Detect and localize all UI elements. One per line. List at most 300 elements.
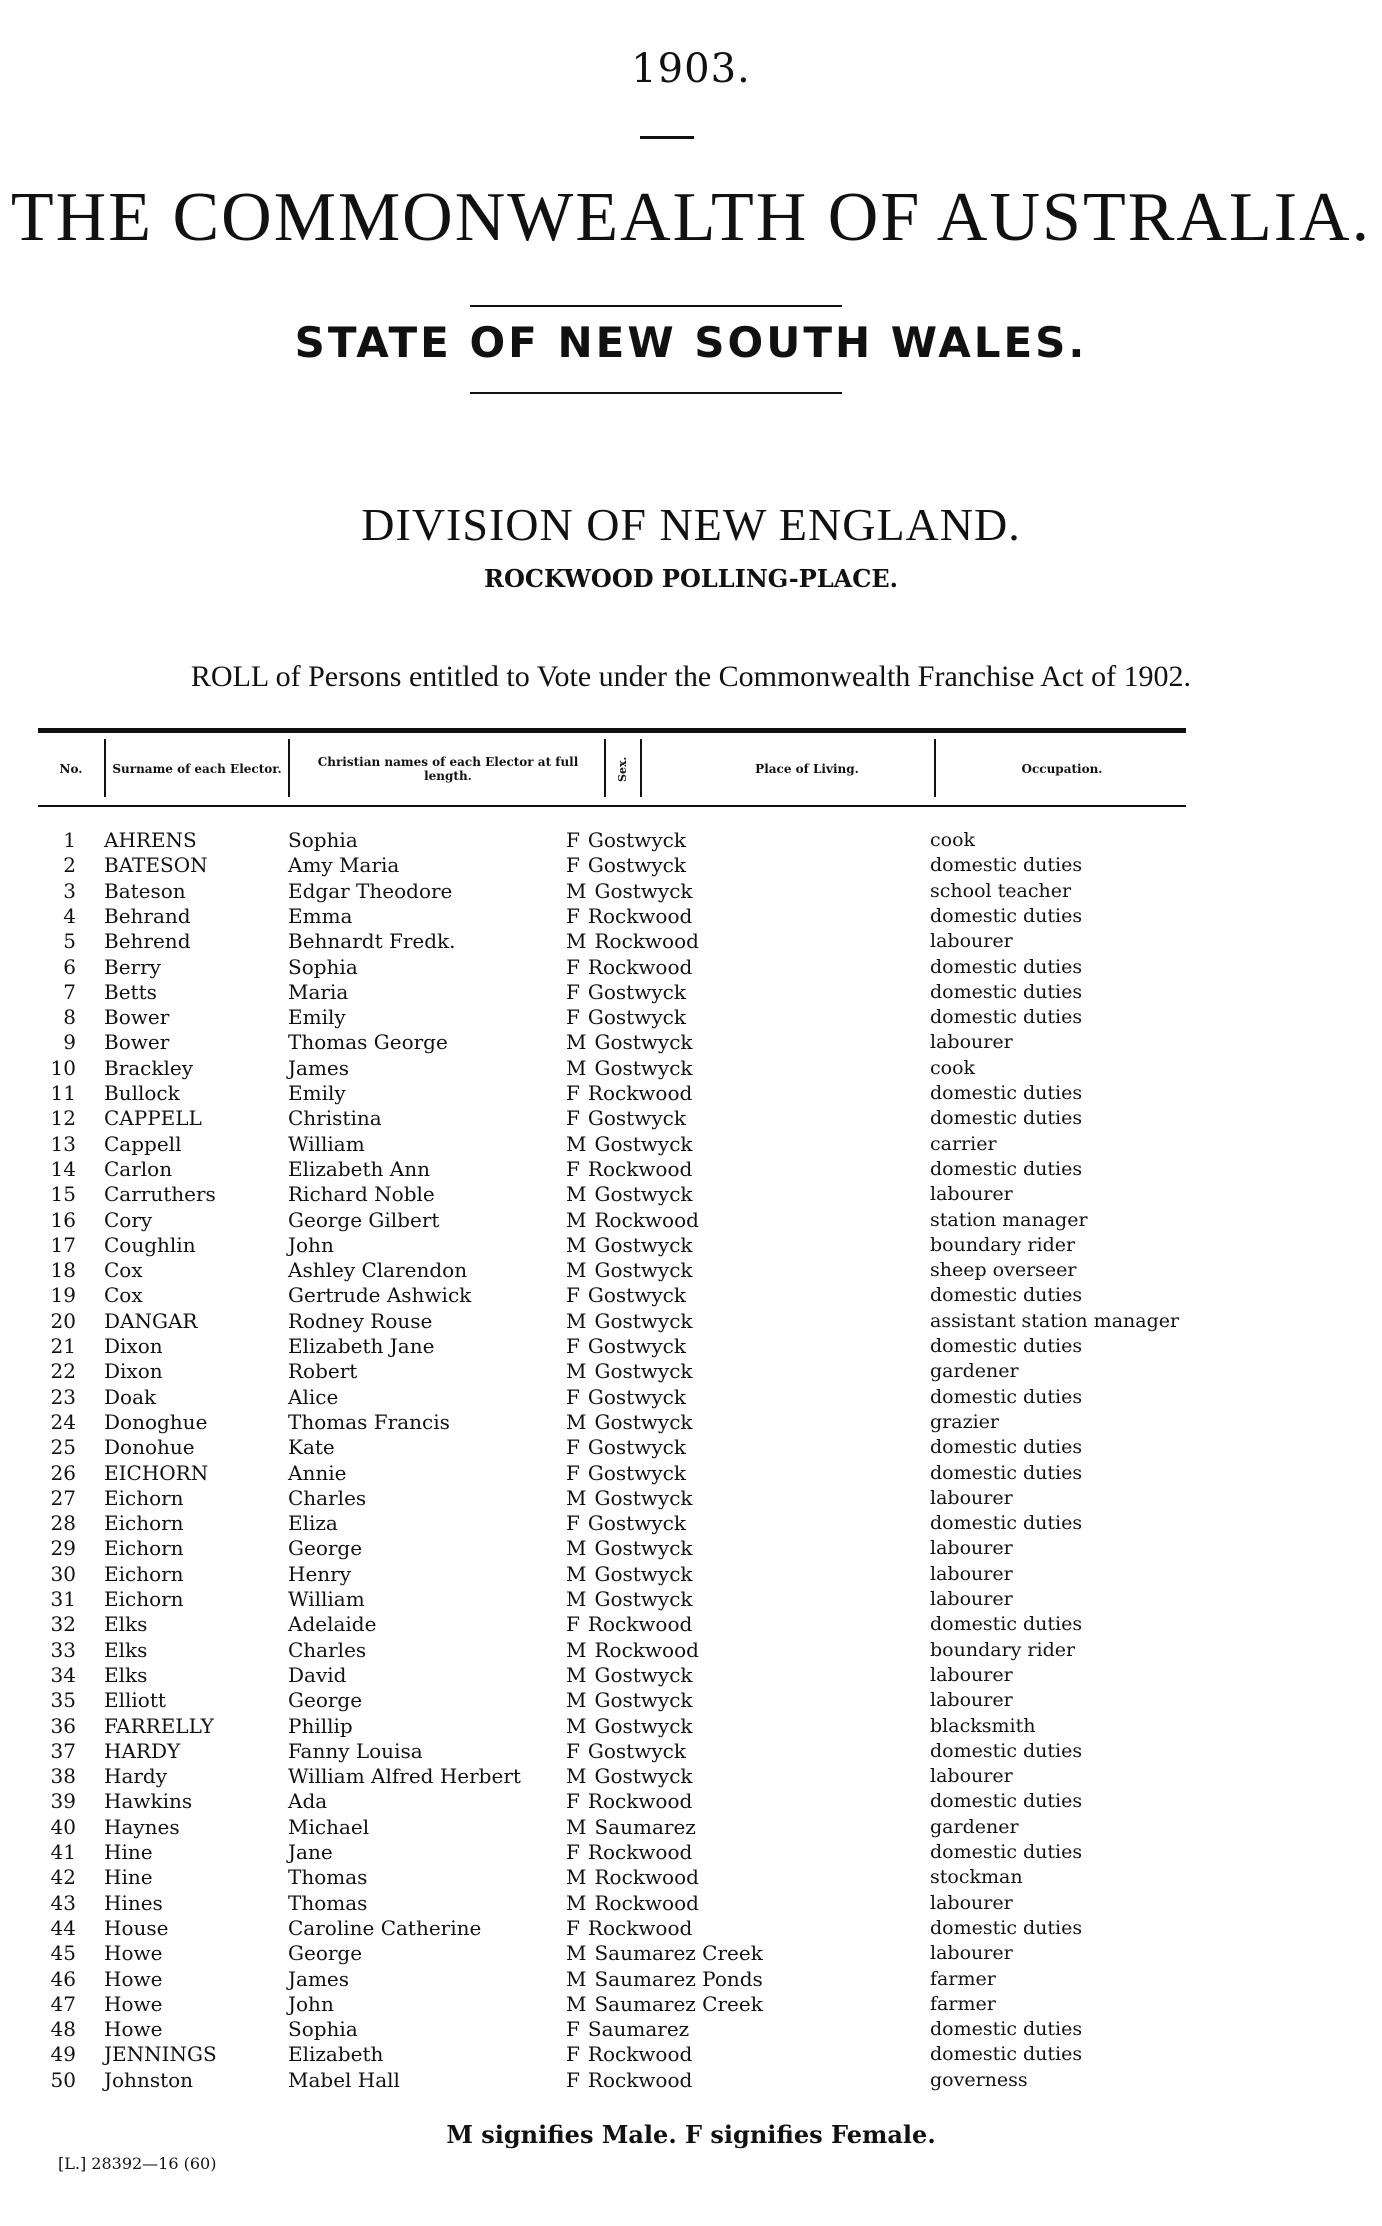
elector-number: 28: [50, 1511, 76, 1536]
elector-sex: F: [566, 2042, 580, 2067]
elector-sex-and-place: [566, 1056, 693, 1081]
table-row: [0, 1056, 1382, 1081]
elector-number: 25: [50, 1435, 76, 1460]
elector-christian-names: George: [288, 1688, 363, 1713]
table-row: [0, 2068, 1382, 2093]
elector-christian-names: Amy Maria: [288, 853, 400, 878]
elector-surname: Dixon: [104, 1334, 163, 1358]
elector-number: 8: [63, 1005, 76, 1030]
table-row: [0, 1030, 1382, 1055]
elector-place: Gostwyck: [594, 1688, 693, 1713]
elector-occupation: station manager: [930, 1208, 1088, 1231]
elector-surname: CAPPELL: [104, 1106, 202, 1131]
elector-sex-and-place: [566, 1967, 763, 1992]
elector-occupation: domestic duties: [930, 1436, 1083, 1459]
elector-sex: M: [566, 1258, 587, 1283]
elector-christian-names: Emily: [288, 1081, 346, 1105]
elector-surname: Behrend: [104, 929, 191, 954]
elector-sex-and-place: [566, 1612, 692, 1637]
elector-place: Gostwyck: [594, 1182, 693, 1207]
elector-sex: F: [566, 1081, 580, 1105]
elector-number: 41: [50, 1840, 76, 1864]
elector-surname: HARDY: [104, 1738, 181, 1763]
elector-number: 33: [50, 1637, 76, 1662]
elector-surname: Howe: [104, 1966, 163, 1991]
table-row: [0, 1511, 1382, 1536]
elector-christian-names: Henry: [288, 1561, 352, 1586]
elector-occupation: labourer: [930, 1537, 1013, 1560]
table-row: [0, 1562, 1382, 1587]
elector-place: Gostwyck: [594, 1485, 693, 1510]
elector-sex: F: [566, 1334, 580, 1358]
elector-christian-names: Edgar Theodore: [288, 878, 453, 903]
table-row: [0, 904, 1382, 929]
elector-christian-names: Jane: [288, 1840, 333, 1864]
elector-occupation: cook: [930, 829, 976, 851]
elector-number: 11: [50, 1081, 76, 1105]
elector-sex-and-place: [566, 1359, 693, 1384]
elector-sex-and-place: [566, 1663, 693, 1688]
elector-occupation: boundary rider: [930, 1638, 1076, 1661]
elector-sex-and-place: [566, 1840, 692, 1865]
elector-number: 12: [50, 1106, 76, 1131]
elector-christian-names: Eliza: [288, 1511, 338, 1536]
elector-number: 50: [50, 2067, 76, 2092]
elector-surname: Elks: [104, 1612, 148, 1637]
column-divider: [934, 739, 936, 797]
elector-surname: Bower: [104, 1030, 170, 1055]
elector-occupation: domestic duties: [930, 1385, 1083, 1408]
elector-christian-names: Thomas: [288, 1890, 368, 1915]
elector-place: Gostwyck: [587, 1283, 686, 1308]
elector-sex-and-place: [566, 1081, 692, 1106]
elector-christian-names: Christina: [288, 1106, 382, 1131]
table-row: [0, 1941, 1382, 1966]
elector-christian-names: Ada: [288, 1789, 328, 1814]
elector-place: Rockwood: [587, 1915, 693, 1940]
elector-sex: M: [566, 1536, 587, 1561]
elector-christian-names: Emma: [288, 903, 353, 928]
elector-place: Rockwood: [587, 1081, 693, 1105]
table-row: [0, 1638, 1382, 1663]
elector-sex-and-place: [566, 1562, 693, 1587]
elector-occupation: domestic duties: [930, 904, 1083, 927]
elector-number: 4: [63, 903, 76, 928]
elector-sex-and-place: [566, 1714, 693, 1739]
elector-sex-and-place: [566, 1410, 693, 1435]
elector-sex: F: [566, 1789, 580, 1814]
elector-place: Gostwyck: [587, 1384, 686, 1409]
elector-sex: F: [566, 828, 580, 852]
elector-occupation: governess: [930, 2068, 1028, 2091]
commonwealth-title: THE COMMONWEALTH OF AUSTRALIA.: [10, 179, 1372, 256]
table-row: [0, 1081, 1382, 1106]
elector-number: 46: [50, 1966, 76, 1991]
elector-place: Gostwyck: [587, 853, 686, 878]
elector-place: Rockwood: [587, 2067, 693, 2092]
table-row: [0, 1967, 1382, 1992]
elector-number: 17: [50, 1232, 76, 1257]
elector-sex-and-place: [566, 1157, 692, 1182]
division-title: DIVISION OF NEW ENGLAND.: [361, 499, 1021, 550]
elector-surname: Donohue: [104, 1435, 195, 1460]
elector-place: Gostwyck: [587, 1435, 686, 1460]
elector-number: 38: [50, 1764, 76, 1789]
elector-sex: M: [566, 1030, 587, 1055]
elector-sex: M: [566, 1587, 587, 1611]
table-row: [0, 1385, 1382, 1410]
elector-sex-and-place: [566, 828, 686, 853]
elector-surname: Berry: [104, 954, 161, 979]
year-heading: 1903.: [631, 46, 751, 92]
table-row: [0, 1587, 1382, 1612]
elector-place: Rockwood: [594, 1890, 699, 1915]
elector-place: Gostwyck: [594, 1030, 693, 1055]
elector-sex: F: [566, 1156, 580, 1181]
elector-sex: F: [566, 1384, 580, 1409]
elector-surname: JENNINGS: [104, 2042, 217, 2067]
elector-christian-names: Thomas Francis: [288, 1409, 450, 1434]
elector-sex: F: [566, 1738, 580, 1763]
elector-sex: F: [566, 1283, 580, 1308]
elector-place: Gostwyck: [594, 1713, 693, 1738]
polling-place-title: ROCKWOOD POLLING-PLACE.: [484, 564, 898, 593]
elector-surname: Doak: [104, 1384, 157, 1409]
elector-place: Saumarez Creek: [594, 1941, 763, 1966]
elector-sex-and-place: [566, 1865, 699, 1890]
elector-number: 27: [50, 1485, 76, 1510]
elector-sex-and-place: [566, 904, 692, 929]
elector-sex: M: [566, 1764, 587, 1789]
elector-sex-and-place: [566, 1739, 686, 1764]
table-row: [0, 853, 1382, 878]
elector-number: 19: [50, 1283, 76, 1308]
elector-surname: Carruthers: [104, 1182, 216, 1207]
table-row: [0, 1865, 1382, 1890]
table-row: [0, 1233, 1382, 1258]
table-row: [0, 1789, 1382, 1814]
elector-surname: Howe: [104, 1991, 163, 2016]
elector-surname: Hardy: [104, 1764, 168, 1789]
elector-sex: M: [566, 1232, 587, 1257]
elector-place: Saumarez Ponds: [594, 1966, 763, 1991]
elector-occupation: carrier: [930, 1132, 997, 1155]
table-row: [0, 1182, 1382, 1207]
elector-christian-names: George: [288, 1941, 363, 1966]
elector-place: Rockwood: [594, 1865, 699, 1890]
elector-occupation: domestic duties: [930, 1082, 1083, 1104]
table-row: [0, 879, 1382, 904]
elector-place: Rockwood: [587, 954, 693, 979]
elector-sex: M: [566, 1688, 587, 1713]
elector-number: 36: [50, 1713, 76, 1738]
elector-occupation: domestic duties: [930, 854, 1083, 877]
column-header-occupation: Occupation.: [1021, 762, 1103, 776]
elector-place: Rockwood: [594, 929, 699, 954]
elector-sex: F: [566, 1435, 580, 1460]
elector-occupation: school teacher: [930, 879, 1072, 902]
elector-number: 30: [50, 1561, 76, 1586]
elector-surname: Hine: [104, 1840, 153, 1864]
elector-place: Gostwyck: [594, 1359, 693, 1384]
elector-sex-and-place: [566, 1511, 686, 1536]
elector-place: Rockwood: [587, 1840, 693, 1864]
elector-surname: Cappell: [104, 1131, 182, 1156]
elector-occupation: domestic duties: [930, 1284, 1083, 1307]
elector-sex: M: [566, 1485, 587, 1510]
elector-surname: Elks: [104, 1662, 148, 1687]
elector-number: 5: [63, 929, 76, 954]
elector-surname: Bateson: [104, 878, 186, 903]
elector-surname: EICHORN: [104, 1460, 209, 1485]
elector-christian-names: Sophia: [288, 2017, 358, 2042]
elector-sex-and-place: [566, 1891, 699, 1916]
elector-occupation: cook: [930, 1056, 976, 1079]
table-row: [0, 1283, 1382, 1308]
elector-sex-and-place: [566, 1334, 686, 1359]
elector-christian-names: Ashley Clarendon: [288, 1258, 468, 1283]
table-row: [0, 1891, 1382, 1916]
elector-occupation: farmer: [930, 1967, 996, 1990]
elector-place: Gostwyck: [587, 1738, 686, 1763]
state-title: STATE OF NEW SOUTH WALES.: [294, 318, 1088, 367]
table-row: [0, 1132, 1382, 1157]
elector-sex: M: [566, 1359, 587, 1384]
title-rule-bottom: [470, 392, 842, 394]
elector-number: 24: [50, 1409, 76, 1434]
elector-number: 22: [50, 1359, 76, 1384]
elector-christian-names: William: [288, 1131, 365, 1156]
elector-occupation: domestic duties: [930, 1107, 1083, 1130]
elector-number: 1: [63, 828, 76, 852]
elector-sex-and-place: [566, 1309, 693, 1334]
table-row: [0, 1536, 1382, 1561]
table-row: [0, 1258, 1382, 1283]
elector-christian-names: Elizabeth Ann: [288, 1156, 430, 1181]
elector-occupation: domestic duties: [930, 2018, 1083, 2041]
elector-surname: Behrand: [104, 903, 191, 928]
elector-occupation: gardener: [930, 1360, 1019, 1383]
elector-number: 34: [50, 1662, 76, 1687]
title-rule-top: [470, 305, 842, 307]
elector-surname: Donoghue: [104, 1409, 208, 1434]
elector-number: 40: [50, 1814, 76, 1839]
elector-christian-names: Richard Noble: [288, 1182, 435, 1207]
elector-place: Rockwood: [587, 903, 693, 928]
elector-surname: Cory: [104, 1207, 153, 1232]
elector-christian-names: Phillip: [288, 1713, 353, 1738]
elector-sex: M: [566, 878, 587, 903]
elector-number: 42: [50, 1865, 76, 1890]
elector-christian-names: David: [288, 1662, 347, 1687]
elector-occupation: labourer: [930, 1689, 1013, 1712]
elector-christian-names: Thomas George: [288, 1030, 448, 1055]
table-row: [0, 1486, 1382, 1511]
elector-place: Rockwood: [587, 1156, 693, 1181]
elector-occupation: stockman: [930, 1866, 1023, 1889]
elector-surname: DANGAR: [104, 1308, 198, 1333]
elector-number: 47: [50, 1991, 76, 2016]
elector-surname: Howe: [104, 1941, 163, 1966]
elector-surname: Brackley: [104, 1055, 194, 1080]
elector-sex-and-place: [566, 1941, 763, 1966]
elector-number: 9: [63, 1030, 76, 1055]
elector-sex-and-place: [566, 955, 692, 980]
elector-surname: Elks: [104, 1637, 148, 1662]
table-row: [0, 929, 1382, 954]
elector-sex-and-place: [566, 1536, 693, 1561]
printer-imprint: [L.] 28392—16 (60): [58, 2154, 217, 2173]
table-row: [0, 1840, 1382, 1865]
elector-christian-names: Michael: [288, 1814, 370, 1839]
elector-occupation: domestic duties: [930, 2043, 1083, 2066]
table-row: [0, 1739, 1382, 1764]
elector-place: Saumarez Creek: [594, 1991, 763, 2016]
elector-place: Gostwyck: [594, 1232, 693, 1257]
elector-sex-and-place: [566, 1992, 763, 2017]
elector-christian-names: Kate: [288, 1435, 335, 1460]
elector-sex: M: [566, 1865, 587, 1890]
elector-christian-names: William Alfred Herbert: [288, 1764, 521, 1789]
elector-number: 45: [50, 1941, 76, 1966]
elector-surname: Eichorn: [104, 1511, 184, 1536]
elector-sex: F: [566, 1460, 580, 1485]
elector-sex: F: [566, 1915, 580, 1940]
elector-christian-names: John: [288, 1232, 334, 1257]
elector-occupation: domestic duties: [930, 1790, 1083, 1813]
elector-place: Gostwyck: [587, 1005, 686, 1030]
elector-surname: Eichorn: [104, 1587, 184, 1611]
elector-place: Gostwyck: [594, 1561, 693, 1586]
elector-sex: M: [566, 1637, 587, 1662]
column-header-place: Place of Living.: [755, 762, 859, 776]
elector-occupation: grazier: [930, 1410, 999, 1433]
elector-sex: M: [566, 1561, 587, 1586]
elector-occupation: domestic duties: [930, 980, 1083, 1003]
elector-surname: FARRELLY: [104, 1713, 214, 1738]
elector-christian-names: George: [288, 1536, 363, 1561]
elector-number: 10: [50, 1055, 76, 1080]
elector-sex-and-place: [566, 1030, 693, 1055]
elector-surname: Howe: [104, 2017, 163, 2042]
column-header-christian: Christian names of each Elector at full length.: [317, 755, 579, 783]
elector-surname: Elliott: [104, 1688, 166, 1713]
elector-sex: F: [566, 1005, 580, 1030]
elector-sex-and-place: [566, 1106, 686, 1131]
table-row: [0, 1916, 1382, 1941]
elector-christian-names: Behnardt Fredk.: [288, 929, 456, 954]
elector-sex: M: [566, 1409, 587, 1434]
column-divider: [104, 739, 106, 797]
table-row: [0, 1106, 1382, 1131]
elector-occupation: domestic duties: [930, 1739, 1083, 1762]
elector-occupation: domestic duties: [930, 1461, 1083, 1484]
sex-legend: M signifies Male. F signifies Female.: [446, 2120, 936, 2149]
elector-sex-and-place: [566, 1385, 686, 1410]
elector-christian-names: James: [288, 1055, 350, 1080]
elector-surname: House: [104, 1915, 169, 1940]
elector-place: Gostwyck: [587, 1106, 686, 1131]
elector-surname: AHRENS: [104, 828, 197, 852]
elector-christian-names: Rodney Rouse: [288, 1308, 433, 1333]
elector-surname: Hines: [104, 1890, 163, 1915]
elector-place: Gostwyck: [594, 1536, 693, 1561]
elector-place: Gostwyck: [587, 828, 686, 852]
elector-occupation: domestic duties: [930, 1512, 1083, 1535]
elector-number: 13: [50, 1131, 76, 1156]
elector-surname: Hine: [104, 1865, 153, 1890]
elector-number: 29: [50, 1536, 76, 1561]
elector-number: 37: [50, 1738, 76, 1763]
elector-place: Rockwood: [594, 1637, 699, 1662]
elector-occupation: domestic duties: [930, 1613, 1083, 1636]
elector-sex: M: [566, 1308, 587, 1333]
elector-sex: F: [566, 903, 580, 928]
table-row: [0, 1612, 1382, 1637]
elector-sex-and-place: [566, 1132, 693, 1157]
elector-occupation: labourer: [930, 1663, 1013, 1686]
elector-number: 6: [63, 954, 76, 979]
elector-surname: Carlon: [104, 1156, 173, 1181]
elector-christian-names: Charles: [288, 1485, 367, 1510]
elector-surname: Dixon: [104, 1359, 163, 1384]
roll-title: ROLL of Persons entitled to Vote under the Commonwealth Franchise Act of 1902.: [190, 660, 1192, 693]
elector-sex: M: [566, 1131, 587, 1156]
table-row: [0, 1435, 1382, 1460]
table-row: [0, 1005, 1382, 1030]
elector-occupation: labourer: [930, 1562, 1013, 1585]
table-row: [0, 1334, 1382, 1359]
column-divider: [640, 739, 642, 797]
elector-christian-names: Emily: [288, 1005, 346, 1030]
elector-place: Rockwood: [594, 1207, 699, 1232]
elector-sex: F: [566, 2017, 580, 2042]
elector-number: 39: [50, 1789, 76, 1814]
elector-place: Saumarez: [587, 2017, 690, 2042]
elector-place: Gostwyck: [587, 1460, 686, 1485]
table-row: [0, 1461, 1382, 1486]
elector-place: Gostwyck: [594, 1587, 693, 1611]
column-header-surname: Surname of each Elector.: [112, 762, 282, 776]
table-row: [0, 1714, 1382, 1739]
elector-sex-and-place: [566, 1182, 693, 1207]
elector-occupation: domestic duties: [930, 1841, 1083, 1863]
elector-sex-and-place: [566, 2042, 692, 2067]
elector-number: 15: [50, 1182, 76, 1207]
elector-sex-and-place: [566, 1916, 692, 1941]
elector-christian-names: Sophia: [288, 954, 358, 979]
table-row: [0, 1309, 1382, 1334]
elector-christian-names: Elizabeth Jane: [288, 1334, 435, 1358]
column-divider: [604, 739, 606, 797]
elector-sex-and-place: [566, 1587, 693, 1612]
elector-surname: Cox: [104, 1258, 143, 1283]
elector-surname: Bower: [104, 1005, 170, 1030]
elector-sex: F: [566, 2067, 580, 2092]
elector-number: 26: [50, 1460, 76, 1485]
table-row: [0, 1157, 1382, 1182]
elector-sex-and-place: [566, 879, 693, 904]
elector-sex-and-place: [566, 853, 686, 878]
elector-sex-and-place: [566, 1233, 693, 1258]
elector-sex-and-place: [566, 1258, 693, 1283]
elector-place: Gostwyck: [594, 1055, 693, 1080]
elector-occupation: farmer: [930, 1992, 996, 2015]
elector-christian-names: Elizabeth: [288, 2042, 384, 2067]
elector-sex-and-place: [566, 1208, 699, 1233]
elector-number: 14: [50, 1156, 76, 1181]
elector-surname: Betts: [104, 979, 157, 1004]
